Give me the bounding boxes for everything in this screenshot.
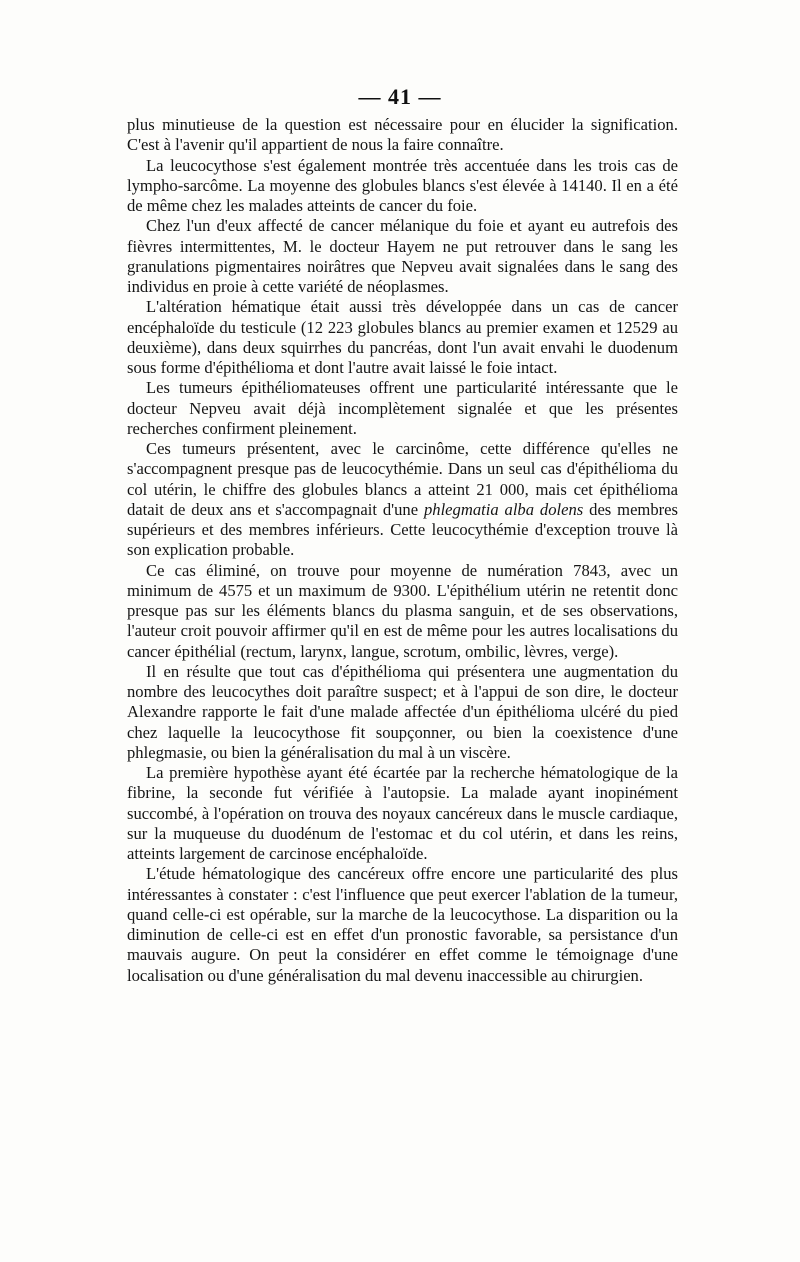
paragraph-10: L'étude hématologique des cancéreux offre encore une particularité des plus intéressantes à constater : c'est l'influence que peut exercer l'ablation de la tumeur, quand celle-ci est opérable, sur la marche de la leucocythose. La disparition ou la diminution de celle-ci est en effet d'un pronostic favorable, sa persistance d'un mauvais augure. On peut la considérer en effet comme le témoignage d'une localisation ou d'une généralisation du mal devenu inaccessible au chirurgien. [127,864,678,985]
paragraph-3: Chez l'un d'eux affecté de cancer mélanique du foie et ayant eu autrefois des fièvres intermittentes, M. le docteur Hayem ne put retrouver dans le sang les granulations pigmentaires noirâtres que Nepveu avait signalées dans le sang des individus en proie à cette variété de néoplasmes. [127,216,678,296]
paragraph-6-text-before: Ces tumeurs présentent, avec le carcinôme, cette différence qu'elles ne s'accompagnent presque pas de leucocythémie. Dans un seul cas d'épithélioma du col utérin, le chiffre des globules blancs a atteint 21 000, mais cet épithélioma datait de deux ans et s'accompagnait d'une [127,439,678,519]
paragraph-2: La leucocythose s'est également montrée très accentuée dans les trois cas de lympho-sarcôme. La moyenne des globules blancs s'est élevée à 14140. Il en a été de même chez les malades atteints de cancer du foie. [127,155,678,215]
paragraph-6-italic-term: phlegmatia alba dolens [423,499,584,519]
paragraph-6 [127,439,678,561]
page-number: — 41 — [358,84,442,109]
paragraph-6-text-after: des membres supérieurs et des membres inférieurs. Cette leucocythémie d'exception trouve là son explication probable. [127,499,678,560]
paragraph-1: plus minutieuse de la question est nécessaire pour en élucider la signification. C'est à l'avenir qu'il appartient de nous la faire connaître. [127,115,678,155]
paragraph-7: Ce cas éliminé, on trouve pour moyenne de numération 7843, avec un minimum de 4575 et un maximum de 9300. L'épithélium utérin ne retentit donc presque pas sur les éléments blancs du plasma sanguin, et de ses observations, l'auteur croit pouvoir affirmer qu'il en est de même pour les autres localisations du cancer épithélial (rectum, larynx, langue, scrotum, ombilic, lèvres, verge). [127,560,678,661]
paragraph-8: Il en résulte que tout cas d'épithélioma qui présentera une augmentation du nombre des leucocythes doit paraître suspect; et à l'appui de son dire, le docteur Alexandre rapporte le fait d'une malade affectée d'un épithélioma ulcéré du pied chez laquelle la leucocythose fit soupçonner, ou bien la coexistence d'une phlegmasie, ou bien la généralisation du mal à un viscère. [127,661,678,762]
paragraph-4: L'altération hématique était aussi très développée dans un cas de cancer encéphaloïde du testicule (12 223 globules blancs au premier examen et 12529 au deuxième), dans deux squirrhes du pancréas, dont l'un avait envahi le duodenum sous forme d'épithélioma et dont l'autre avait laissé le foie intact. [127,297,678,377]
body-text [127,115,678,986]
paragraph-9: La première hypothèse ayant été écartée par la recherche hématologique de la fibrine, la seconde fut vérifiée à l'autopsie. La malade ayant inopinément succombé, à l'opération on trouva des noyaux cancéreux dans le muscle cardiaque, sur la muqueuse du duodénum de l'estomac et du col utérin, et dans les reins, atteints largement de carcinose encéphaloïde. [127,763,678,863]
paragraph-5: Les tumeurs épithéliomateuses offrent une particularité intéressante que le docteur Nepveu avait déjà incomplètement signalée et que les présentes recherches confirment pleinement. [127,378,678,438]
